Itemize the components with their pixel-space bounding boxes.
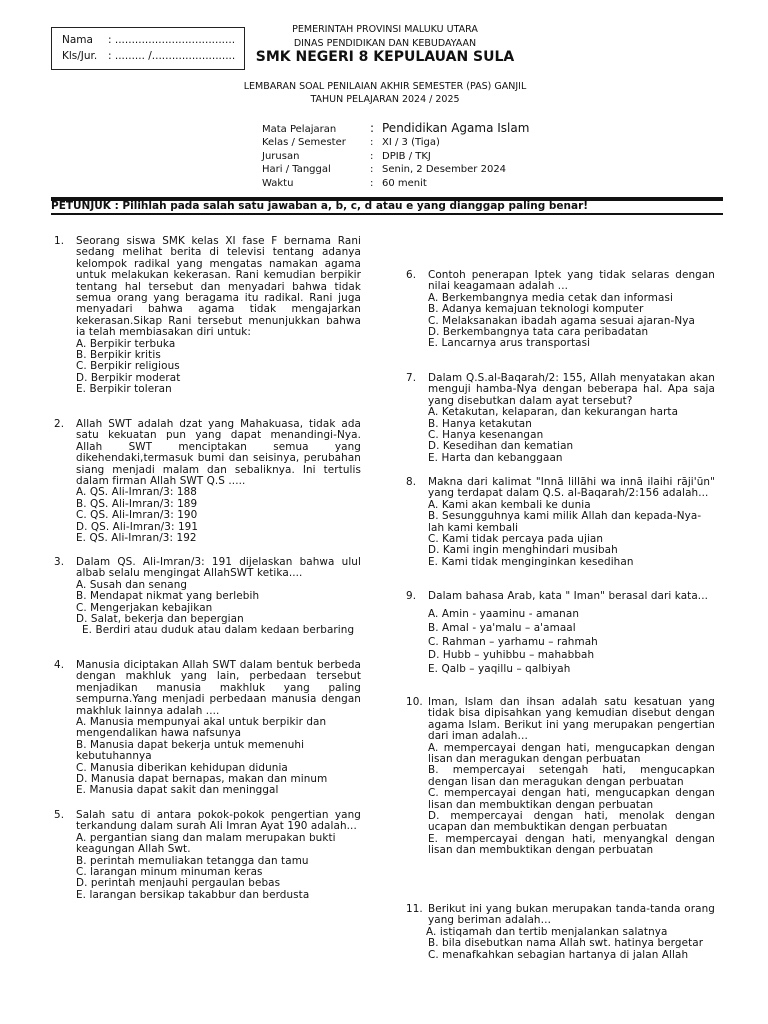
info-row-major (262, 150, 529, 164)
class-label: Kls/Jur. (62, 50, 98, 62)
info-value: XI / 3 (Tiga) (382, 137, 440, 148)
answer-option[interactable]: A. Susah dan senang (76, 578, 188, 591)
question-7 (406, 372, 715, 464)
answer-option[interactable]: C. QS. Ali-Imran/3: 190 (76, 509, 198, 522)
question-2 (54, 418, 361, 545)
answer-option[interactable]: D. Kami ingin menghindari musibah (428, 544, 618, 557)
answer-option[interactable]: D. QS. Ali-Imran/3: 191 (76, 520, 199, 533)
question-stem: Dalam Q.S.al-Baqarah/2: 155, Allah menyatakan akan menguji hamba-Nya dengan beberapa hal. Apa saja yang disebutkan dalam ayat tersebut? (428, 372, 715, 407)
question-6 (406, 269, 715, 350)
question-number: 1. (54, 235, 65, 247)
answer-option[interactable]: B. Mendapat nikmat yang berlebih (76, 590, 260, 603)
answer-option[interactable]: A. Berkembangnya media cetak dan informasi (428, 291, 673, 304)
info-key: Jurusan (262, 150, 300, 162)
answer-option[interactable]: D. mempercayai dengan hati, menolak dengan ucapan dan membuktikan dengan perbuatan (428, 810, 715, 834)
answer-option[interactable]: A. mempercayai dengan hati, mengucapkan dengan lisan dan meragukan dengan perbuatan (428, 741, 715, 766)
question-stem: Seorang siswa SMK kelas XI fase F bernama Rani sedang melihat berita di televisi tentang adanya kelompok radikal yang mengatas namakan agama untuk melakukan kekerasan. Rani kemudian berpikir tentang hal tersebut dan menyadari bahwa tidak semua orang yang beragama itu radikal. Rani juga menyadari bahwa agama tidak mengajarkan kekerasan.Sikap Rani tersebut menunjukkan bahwa ia telah membiasakan diri untuk: (76, 235, 361, 339)
question-stem: Makna dari kalimat "Innā lillāhi wa innā ilaihi rāji'ūn" yang terdapat dalam Q.S. al-Baqarah/2:156 adalah... (428, 476, 715, 500)
question-stem: Manusia diciptakan Allah SWT dalam bentuk berbeda dengan makhluk yang lain, perbedaan tersebut menjadikan manusia makhluk yang paling sempurna.Yang menjadi perbedaan manusia dengan makhluk lainnya adalah .... (76, 659, 361, 717)
answer-option[interactable]: C. Berpikir religious (76, 360, 180, 373)
government-heading: PEMERINTAH PROVINSI MALUKU UTARA (292, 24, 478, 35)
question-stem: Salah satu di antara pokok-pokok pengertian yang terkandung dalam surah Ali Imran Ayat 190 adalah... (76, 809, 361, 833)
answer-option[interactable]: E. Manusia dapat sakit dan meninggal (76, 784, 279, 797)
answer-option[interactable]: B. Sesungguhnya kami milik Allah dan kepada-Nya-lah kami kembali (428, 510, 702, 534)
info-key: Waktu (262, 177, 294, 189)
answer-option[interactable]: D. perintah menjauhi pergaulan bebas (76, 877, 281, 890)
name-field[interactable]: : .................................... (108, 34, 236, 46)
answer-option[interactable]: E. Kami tidak menginginkan kesedihan (428, 555, 634, 568)
answer-option[interactable]: C. menafkahkan sebagian hartanya di jalan Allah (428, 948, 689, 961)
answer-option[interactable]: B. Manusia dapat bekerja untuk memenuhi kebutuhannya (76, 738, 305, 763)
answer-option[interactable]: B. Amal - ya'malu – a'amaal (428, 622, 576, 634)
answer-option[interactable]: C. Rahman – yarhamu – rahmah (428, 635, 598, 648)
info-colon: : (370, 137, 374, 148)
info-row-class (262, 136, 529, 150)
question-stem: Allah SWT adalah dzat yang Mahakuasa, tidak ada satu kekuatan pun yang dapat menandingi-Nya. Allah SWT menciptakan semua yang dikehendaki,termasuk bumi dan seisinya, perubahan siang menjadi malam dan sebaliknya. Ini tertulis dalam firman Allah SWT Q.S ..... (76, 418, 361, 488)
info-row-subject (262, 120, 529, 136)
question-number: 6. (406, 269, 417, 281)
answer-option[interactable]: B. mempercayai setengah hati, mengucapkan dengan lisan dan meragukan dengan perbuatan (428, 764, 715, 788)
answer-option[interactable]: C. Kami tidak percaya pada ujian (428, 533, 604, 546)
answer-option[interactable]: B. Adanya kemajuan teknologi komputer (428, 303, 644, 316)
answer-option[interactable]: C. Mengerjakan kebajikan (76, 601, 213, 614)
answer-option[interactable]: B. Berpikir kritis (76, 349, 161, 362)
class-row (62, 48, 244, 64)
info-key: Mata Pelajaran (262, 124, 337, 135)
answer-option[interactable]: E. mempercayai dengan hati, menyangkal dengan lisan dan membuktikan dengan perbuatan (428, 832, 715, 857)
answer-option[interactable]: A. QS. Ali-Imran/3: 188 (76, 486, 198, 499)
answer-option[interactable]: D. Berkembangnya tata cara peribadatan (428, 326, 649, 339)
info-colon: : (370, 121, 375, 135)
question-stem: Berikut ini yang bukan merupakan tanda-tanda orang yang beriman adalah… (428, 903, 715, 927)
question-number: 9. (406, 590, 417, 602)
answer-option[interactable]: B. perintah memuliakan tetangga dan tamu (76, 854, 309, 867)
question-number: 3. (54, 556, 65, 568)
info-colon: : (370, 164, 374, 175)
question-number: 7. (406, 372, 417, 384)
question-11 (406, 903, 715, 961)
question-8 (406, 476, 715, 568)
question-9 (406, 590, 715, 676)
question-stem: Contoh penerapan Iptek yang tidak selaras dengan nilai keagamaan adalah ... (428, 269, 715, 293)
answer-option[interactable]: B. QS. Ali-Imran/3: 189 (76, 497, 198, 510)
question-number: 10. (406, 696, 423, 708)
answer-option[interactable]: A. Ketakutan, kelaparan, dan kekurangan harta (428, 406, 679, 419)
info-value: Senin, 2 Desember 2024 (382, 164, 507, 175)
info-key: Hari / Tanggal (262, 164, 331, 175)
question-number: 2. (54, 418, 65, 430)
exam-sheet-title: LEMBARAN SOAL PENILAIAN AKHIR SEMESTER (PAS) GANJIL (243, 81, 527, 92)
info-value: DPIB / TKJ (382, 150, 431, 162)
answer-option[interactable]: A. Manusia mempunyai akal untuk berpikir dan mengendalikan hawa nafsunya (76, 716, 327, 740)
question-number: 4. (54, 659, 65, 671)
answer-option[interactable]: E. Qalb – yaqillu – qalbiyah (428, 662, 571, 675)
info-key: Kelas / Semester (262, 137, 346, 148)
answer-option[interactable]: C. larangan minum minuman keras (76, 866, 263, 879)
class-field[interactable]: : ......... /......................... (108, 50, 236, 62)
info-value: Pendidikan Agama Islam (382, 121, 530, 135)
question-stem: Dalam QS. Ali-Imran/3: 191 dijelaskan bahwa ulul albab selalu mengingat AllahSWT ketika.... (76, 556, 361, 580)
question-5 (54, 809, 361, 901)
info-value: 60 menit (382, 177, 427, 189)
question-number: 5. (54, 809, 65, 821)
answer-option[interactable]: D. Hubb – yuhibbu – mahabbah (428, 649, 595, 662)
info-row-date (262, 163, 529, 177)
answer-option[interactable]: C. Melaksanakan ibadah agama sesuai ajaran-Nya (428, 314, 695, 327)
name-row (62, 32, 244, 48)
answer-option[interactable]: D. Manusia dapat bernapas, makan dan minum (76, 773, 328, 786)
answer-option[interactable]: E. larangan bersikap takabbur dan berdusta (76, 888, 310, 901)
answer-option[interactable]: A. Kami akan kembali ke dunia (428, 498, 591, 511)
answer-option[interactable]: E. Harta dan kebanggaan (428, 451, 563, 464)
student-identity-box (51, 27, 245, 70)
school-name: SMK NEGERI 8 KEPULAUAN SULA (255, 49, 515, 65)
answer-option[interactable]: E. Berpikir toleran (76, 383, 172, 396)
info-colon: : (370, 177, 374, 189)
answer-option[interactable]: D. Kesedihan dan kematian (428, 440, 574, 453)
question-number: 8. (406, 476, 417, 488)
question-1 (54, 235, 361, 396)
name-label: Nama (62, 34, 93, 46)
question-4 (54, 659, 361, 797)
academic-year: TAHUN PELAJARAN 2024 / 2025 (310, 94, 460, 105)
answer-option[interactable]: C. Hanya kesenangan (428, 429, 544, 442)
answer-option[interactable]: E. QS. Ali-Imran/3: 192 (76, 532, 197, 545)
question-number: 11. (406, 903, 423, 915)
exam-info-table (262, 120, 529, 190)
instructions-divider (51, 213, 723, 215)
department-heading: DINAS PENDIDIKAN DAN KEBUDAYAAN (293, 38, 477, 49)
answer-option[interactable]: E. Berdiri atau duduk atau dalam kedaan berbaring (82, 624, 355, 637)
answer-option[interactable]: B. Hanya ketakutan (428, 417, 532, 430)
question-3 (54, 556, 361, 637)
answer-option[interactable]: A. istiqamah dan tertib menjalankan salatnya (426, 925, 668, 938)
info-row-time (262, 177, 529, 191)
answer-option[interactable]: A. Amin - yaaminu - amanan (428, 608, 580, 621)
answer-option[interactable]: A. pergantian siang dan malam merupakan bukti keagungan Allah Swt. (76, 831, 336, 856)
question-10 (406, 696, 715, 857)
answer-option[interactable]: D. Berpikir moderat (76, 371, 181, 384)
answer-option[interactable]: C. mempercayai dengan hati, mengucapkan dengan lisan dan membuktikan dengan perbuatan (428, 787, 715, 811)
question-stem: Dalam bahasa Arab, kata " Iman" berasal dari kata... (428, 590, 709, 602)
instructions: PETUNJUK : Pilihlah pada salah satu jawaban a, b, c, d atau e yang dianggap paling benar! (51, 200, 589, 212)
answer-option[interactable]: D. Salat, bekerja dan bepergian (76, 613, 244, 626)
answer-option[interactable]: E. Lancarnya arus transportasi (428, 337, 591, 350)
info-colon: : (370, 150, 374, 162)
answer-option[interactable]: A. Berpikir terbuka (76, 337, 176, 350)
answer-option[interactable]: C. Manusia diberikan kehidupan didunia (76, 761, 288, 774)
answer-option[interactable]: B. bila disebutkan nama Allah swt. hatinya bergetar (428, 937, 704, 950)
question-stem: Iman, Islam dan ihsan adalah satu kesatuan yang tidak bisa dipisahkan yang kemudian disebut dengan agama Islam. Berikut ini yang merupakan pengertian dari iman adalah… (428, 696, 715, 743)
